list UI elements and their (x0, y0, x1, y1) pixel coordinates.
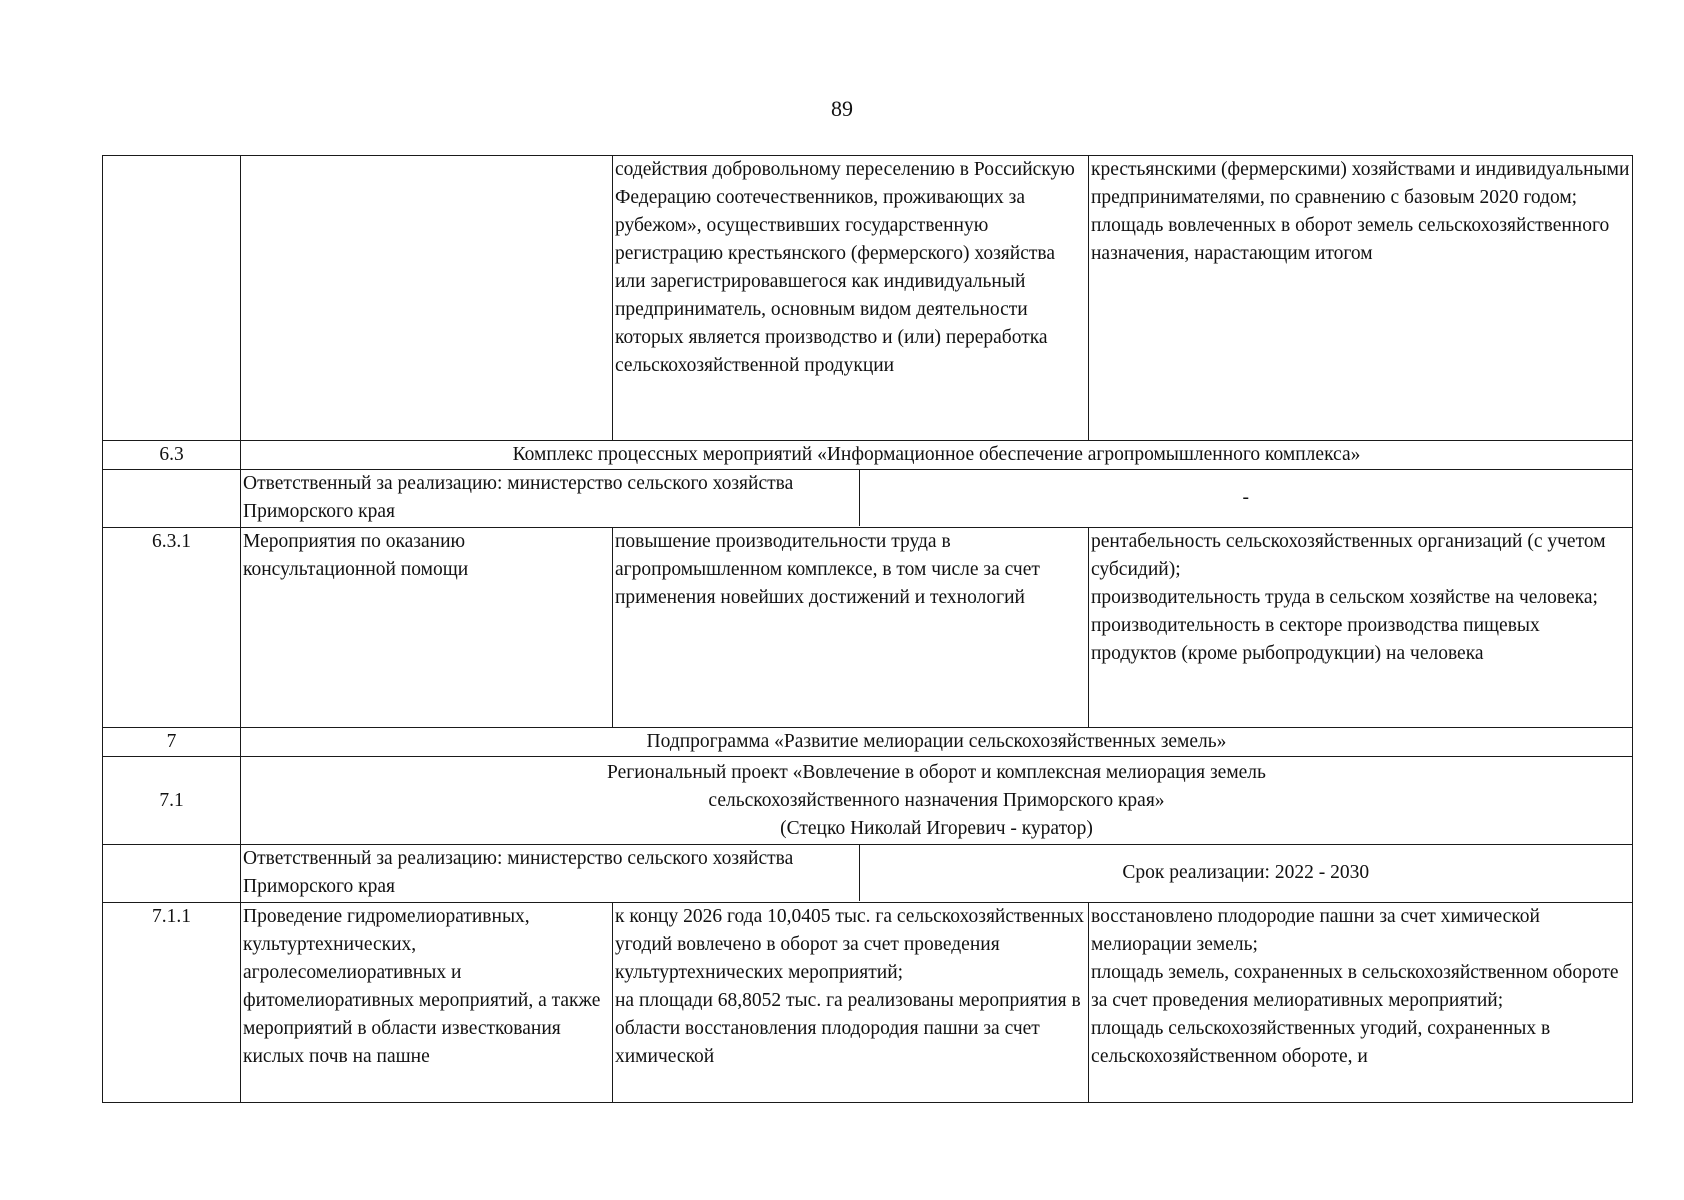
row-number (103, 845, 241, 903)
table-row-7-1 (103, 757, 1633, 845)
responsible-block (241, 845, 1632, 901)
row-number: 7.1.1 (103, 903, 241, 1103)
implementation-term: Срок реализации: 2022 - 2030 (859, 845, 1632, 901)
expected-result: к концу 2026 года 10,0405 тыс. га сельскохозяйственных угодий вовлечено в оборот за счет проведения культуртехнических мероприятий; на площади 68,8052 тыс. га реализованы мероприятия в области восстановления плодородия пашни за счет химической (613, 903, 1089, 1103)
table-row-6-3 (103, 441, 1633, 470)
section-title-line: сельскохозяйственного назначения Приморского края» (708, 789, 1165, 811)
implementation-term: - (859, 470, 1632, 526)
section-title-line: Региональный проект «Вовлечение в оборот и комплексная мелиорация земель (607, 761, 1266, 783)
row-number: 6.3.1 (103, 528, 241, 728)
section-title: Подпрограмма «Развитие мелиорации сельскохозяйственных земель» (241, 728, 1633, 757)
section-title: Комплекс процессных мероприятий «Информационное обеспечение агропромышленного комплекса» (241, 441, 1633, 470)
expected-result: содействия добровольному переселению в Российскую Федерацию соотечественников, проживающих за рубежом», осуществивших государственную регистрацию крестьянского (фермерского) хозяйства или зарегистрировавшегося как индивидуальный предприниматель, основным видом деятельности которых является производство и (или) переработка сельскохозяйственной продукции (613, 156, 1089, 441)
indicator: рентабельность сельскохозяйственных организаций (с учетом субсидий); производительность труда в сельском хозяйстве на человека; производительность в секторе производства пищевых продуктов (кроме рыбопродукции) на человека (1089, 528, 1633, 728)
table-row-6-3-1 (103, 528, 1633, 728)
table-row-7-1-1 (103, 903, 1633, 1103)
indicator: крестьянскими (фермерскими) хозяйствами и индивидуальными предпринимателями, по сравнению с базовым 2020 годом; площадь вовлеченных в оборот земель сельскохозяйственного назначения, нарастающим итогом (1089, 156, 1633, 441)
page-number: 89 (831, 96, 853, 121)
row-number (103, 156, 241, 441)
responsible-text: Ответственный за реализацию: министерство сельского хозяйства Приморского края (243, 848, 794, 897)
table-row-7 (103, 728, 1633, 757)
section-curator: (Стецко Николай Игоревич - куратор) (780, 817, 1093, 839)
table-row-7-1-responsible (103, 845, 1633, 903)
measure-name: Мероприятия по оказанию консультационной помощи (241, 528, 613, 728)
row-number (103, 470, 241, 528)
measure-name: Проведение гидромелиоративных, культуртехнических, агролесомелиоративных и фитомелиоративных мероприятий, а также мероприятий в области известкования кислых почв на пашне (241, 903, 613, 1103)
measure-name (241, 156, 613, 441)
program-table (102, 155, 1633, 1103)
row-number: 7 (103, 728, 241, 757)
indicator: восстановлено плодородие пашни за счет химической мелиорации земель; площадь земель, сохраненных в сельскохозяйственном обороте за счет проведения мелиоративных мероприятий; площадь сельскохозяйственных угодий, сохраненных в сельскохозяйственном обороте, и (1089, 903, 1633, 1103)
responsible-block (241, 470, 1632, 526)
row-number: 7.1 (103, 757, 241, 845)
section-title (241, 757, 1633, 845)
row-number: 6.3 (103, 441, 241, 470)
table-row-continuation (103, 156, 1633, 441)
responsible-text: Ответственный за реализацию: министерство сельского хозяйства Приморского края (243, 473, 794, 522)
table-row-6-3-responsible (103, 470, 1633, 528)
expected-result: повышение производительности труда в агропромышленном комплексе, в том числе за счет применения новейших достижений и технологий (613, 528, 1089, 728)
